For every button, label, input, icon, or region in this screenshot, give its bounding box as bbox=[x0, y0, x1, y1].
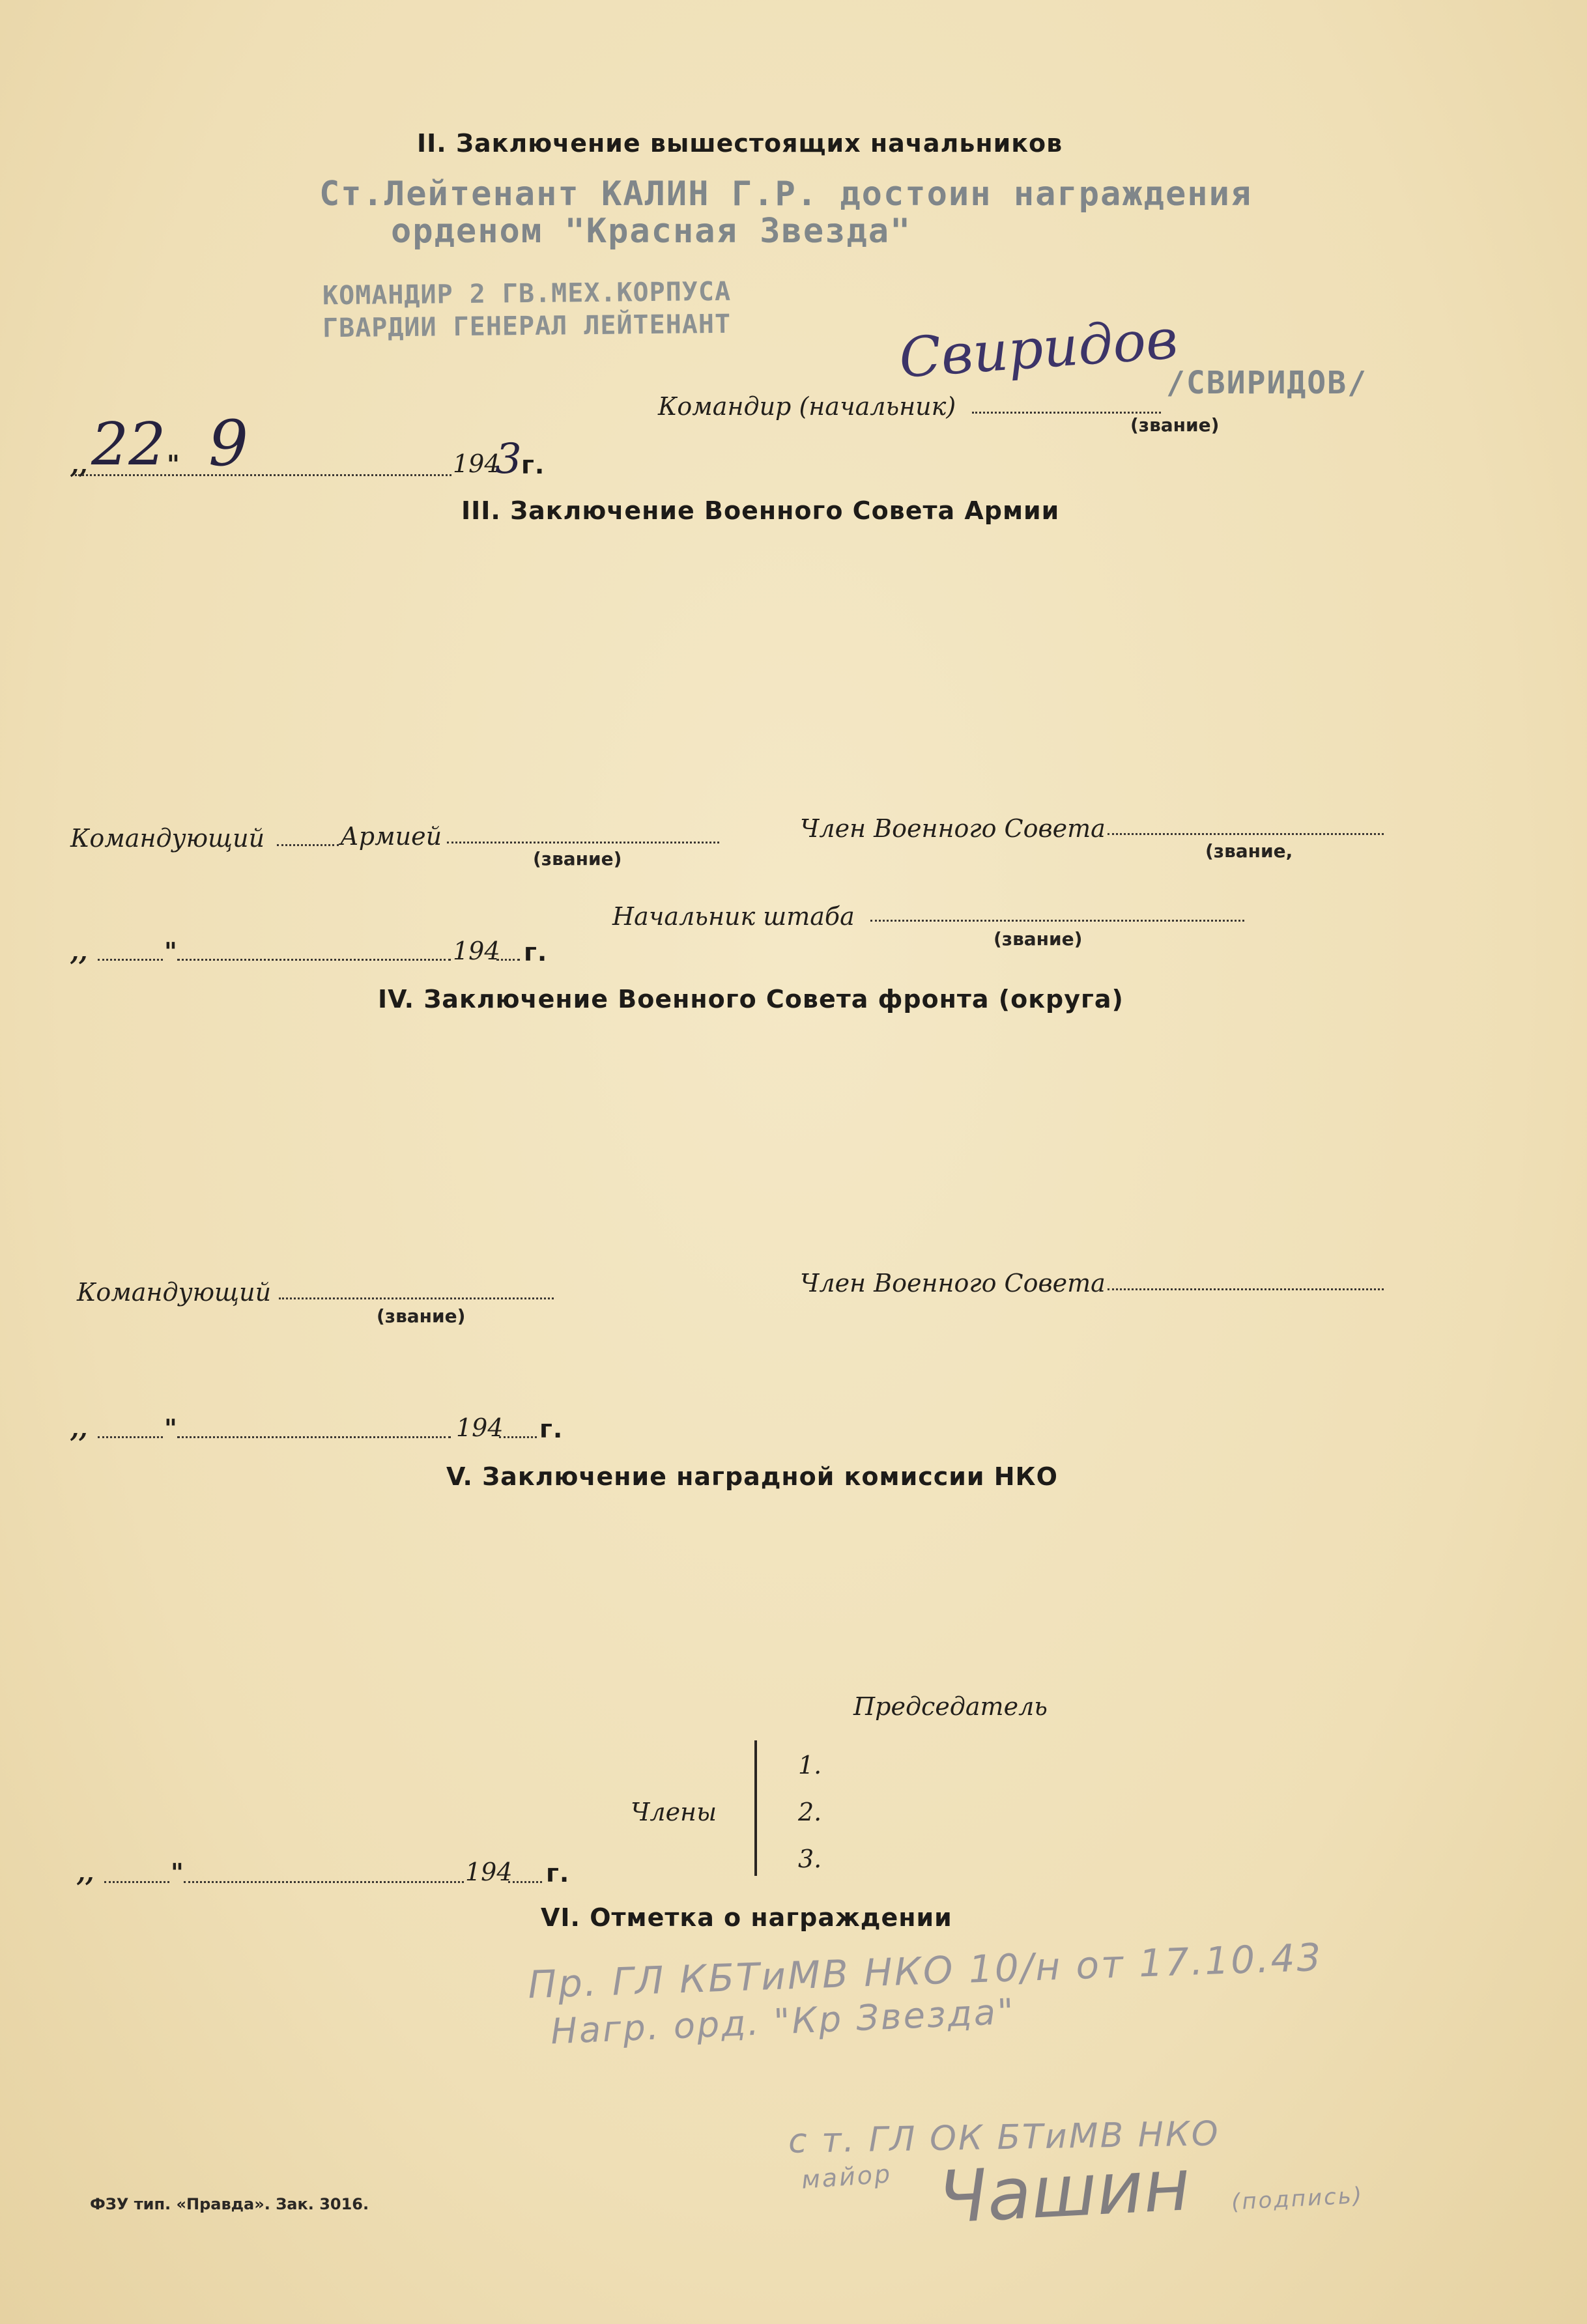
award-order-pencil-note: Пр. ГЛ КБТиМВ НКО 10/н от 17.10.43 bbox=[527, 1934, 1324, 2007]
front-commander-dotted-line bbox=[279, 1297, 554, 1299]
verifier-rank-pencil-note: майор bbox=[800, 2159, 893, 2194]
commander-name-typed: /СВИРИДОВ/ bbox=[1166, 365, 1367, 401]
date-year-suffix: г. bbox=[521, 451, 545, 479]
typed-recommendation-line-2: орденом "Красная Звезда" bbox=[391, 212, 912, 251]
nko-date-dotted-line-3 bbox=[508, 1881, 542, 1883]
chief-of-staff-rank-caption: (звание) bbox=[994, 928, 1083, 950]
members-bracket bbox=[754, 1740, 766, 1876]
front-council-member-dotted-line bbox=[1108, 1288, 1384, 1290]
front-commander-rank-caption: (звание) bbox=[377, 1305, 466, 1327]
nko-date-year: 194 bbox=[465, 1858, 513, 1886]
army-date-open-quote: ,, bbox=[70, 937, 88, 966]
army-date-dotted-line-1 bbox=[98, 959, 163, 961]
date-dotted-line bbox=[75, 474, 451, 476]
front-council-member-label: Член Военного Совета bbox=[800, 1269, 1106, 1297]
section-3-heading: III. Заключение Военного Совета Армии bbox=[461, 496, 1060, 525]
commander-rank-caption: (звание) bbox=[1130, 414, 1220, 436]
stamp-line-2: ГВАРДИИ ГЕНЕРАЛ ЛЕЙТЕНАНТ bbox=[322, 309, 732, 344]
front-date-year-suffix: г. bbox=[539, 1415, 564, 1443]
date-year-prefix: 194 bbox=[453, 449, 500, 478]
army-commander-dotted-line-1 bbox=[277, 844, 339, 846]
army-commander-label: Командующий bbox=[70, 824, 265, 853]
army-council-member-label: Член Военного Совета bbox=[800, 814, 1106, 843]
commander-label: Командир (начальник) bbox=[658, 392, 956, 421]
section-6-heading: VI. Отметка о награждении bbox=[541, 1903, 952, 1932]
verifier-signature: Чашин bbox=[936, 2142, 1192, 2240]
verification-pencil-note: с т. ГЛ ОК БТиМВ НКО bbox=[788, 2114, 1221, 2161]
date-day-handwritten: 22 bbox=[91, 410, 166, 479]
chief-of-staff-label: Начальник штаба bbox=[612, 902, 855, 931]
front-date-dotted-line-3 bbox=[499, 1436, 537, 1438]
members-label: Члены bbox=[631, 1798, 717, 1826]
nko-date-dotted-line-1 bbox=[104, 1881, 169, 1883]
nko-date-close-quote: " bbox=[171, 1858, 184, 1887]
army-date-year-suffix: г. bbox=[524, 938, 548, 967]
army-label: Армией bbox=[340, 822, 442, 851]
nko-date-open-quote: ,, bbox=[77, 1858, 94, 1887]
front-date-year: 194 bbox=[456, 1413, 504, 1442]
member-2-number: 2. bbox=[798, 1798, 822, 1826]
army-council-member-dotted-line bbox=[1108, 833, 1384, 835]
verifier-signature-tail: (подпись) bbox=[1231, 2182, 1365, 2216]
front-commander-label: Командующий bbox=[77, 1278, 272, 1307]
army-date-close-quote: " bbox=[164, 937, 177, 966]
printer-imprint: ФЗУ тип. «Правда». Зак. 3016. bbox=[90, 2195, 369, 2213]
section-4-heading: IV. Заключение Военного Совета фронта (округа) bbox=[378, 985, 1124, 1013]
army-commander-rank-caption: (звание) bbox=[533, 848, 622, 870]
army-date-dotted-line-3 bbox=[496, 959, 520, 961]
section-5-heading: V. Заключение наградной комиссии НКО bbox=[446, 1462, 1058, 1491]
member-3-number: 3. bbox=[798, 1845, 822, 1873]
front-date-open-quote: ,, bbox=[70, 1413, 88, 1443]
date-year-handwritten: 3 bbox=[495, 435, 522, 483]
award-decoration-pencil-note: Нагр. орд. "Кр Звезда" bbox=[549, 1991, 1016, 2052]
section-2-heading: II. Заключение вышестоящих начальников bbox=[417, 129, 1063, 158]
date-close-quote: " bbox=[167, 449, 180, 479]
date-open-quote: ,, bbox=[70, 449, 88, 479]
commander-signature: Свиридов bbox=[897, 307, 1180, 390]
army-commander-dotted-line-2 bbox=[447, 842, 719, 843]
army-date-dotted-line-2 bbox=[177, 959, 451, 961]
front-date-dotted-line-2 bbox=[177, 1436, 451, 1438]
commander-dotted-line bbox=[972, 412, 1161, 414]
chief-of-staff-dotted-line bbox=[870, 920, 1244, 922]
nko-date-year-suffix: г. bbox=[546, 1859, 570, 1888]
army-council-member-rank-caption: (звание, bbox=[1205, 840, 1293, 862]
typed-recommendation-line-1: Ст.Лейтенант КАЛИН Г.Р. достоин награждения bbox=[319, 175, 1253, 214]
date-month-handwritten: 9 bbox=[208, 407, 249, 480]
nko-date-dotted-line-2 bbox=[184, 1881, 464, 1883]
front-date-close-quote: " bbox=[164, 1413, 177, 1443]
chairman-label: Председатель bbox=[853, 1692, 1048, 1721]
army-date-year: 194 bbox=[453, 937, 500, 965]
front-date-dotted-line-1 bbox=[98, 1436, 163, 1438]
member-1-number: 1. bbox=[798, 1751, 822, 1779]
stamp-line-1: КОМАНДИР 2 ГВ.МЕХ.КОРПУСА bbox=[322, 276, 732, 311]
